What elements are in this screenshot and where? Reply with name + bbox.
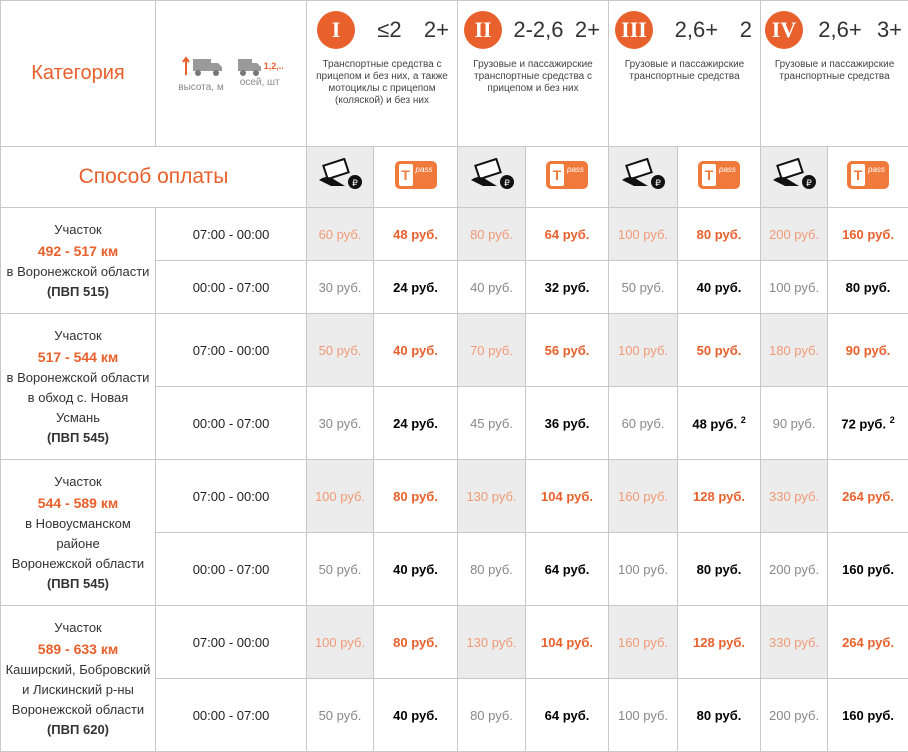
price-cash: 50 руб. bbox=[307, 533, 374, 606]
section-label: Участок bbox=[1, 472, 155, 492]
svg-text:₽: ₽ bbox=[504, 179, 510, 189]
price-cash: 45 руб. bbox=[458, 387, 526, 460]
price-pass: 40 руб. bbox=[374, 533, 458, 606]
section-location: Каширский, Бобровский bbox=[1, 660, 155, 680]
section-km: 492 - 517 км bbox=[1, 240, 155, 262]
section-location: Воронежской области bbox=[1, 700, 155, 720]
category-1-height: ≤2 bbox=[377, 17, 401, 43]
price-cash: 200 руб. bbox=[761, 208, 828, 261]
section-label: Участок bbox=[1, 326, 155, 346]
category-4-axles: 3+ bbox=[877, 17, 902, 43]
cash-icon bbox=[769, 158, 819, 192]
section-location: и Лискинский р-ны bbox=[1, 680, 155, 700]
category-2-height: 2-2,6 bbox=[513, 17, 563, 43]
truck-axles-icon bbox=[236, 55, 262, 77]
price-cash: 100 руб. bbox=[609, 679, 678, 752]
section-pvp: (ПВП 545) bbox=[1, 428, 155, 448]
price-cash: 90 руб. bbox=[761, 387, 828, 460]
cash-payment-cell-2 bbox=[458, 147, 526, 208]
category-label: Категория bbox=[31, 62, 125, 84]
pass-payment-cell-4 bbox=[828, 147, 908, 208]
category-2-badge: II bbox=[464, 11, 502, 49]
category-1-badge: I bbox=[317, 11, 355, 49]
price-pass: 80 руб. bbox=[374, 460, 458, 533]
footnote-mark: 2 bbox=[741, 415, 746, 425]
price-cash: 70 руб. bbox=[458, 314, 526, 387]
section-location: Усмань bbox=[1, 408, 155, 428]
cash-payment-cell-1 bbox=[307, 147, 374, 208]
price-pass: 128 руб. bbox=[678, 460, 761, 533]
price-pass: 40 руб. bbox=[678, 261, 761, 314]
price-cash: 330 руб. bbox=[761, 460, 828, 533]
category-4-height: 2,6+ bbox=[818, 17, 861, 43]
price-pass-footnoted: 48 руб. $^2$ bbox=[678, 387, 761, 460]
price-pass: 80 руб. bbox=[678, 679, 761, 752]
t-pass-logo: T pass bbox=[395, 161, 437, 189]
price-pass: 64 руб. bbox=[526, 533, 609, 606]
pass-payment-cell-3 bbox=[678, 147, 761, 208]
svg-text:₽: ₽ bbox=[655, 179, 661, 189]
price-pass: 160 руб. bbox=[828, 679, 908, 752]
t-pass-logo: T pass bbox=[546, 161, 588, 189]
price-cash: 50 руб. bbox=[609, 261, 678, 314]
time-range: 07:00 - 00:00 bbox=[156, 208, 307, 261]
category-4-header bbox=[761, 1, 908, 147]
price-pass: 32 руб. bbox=[526, 261, 609, 314]
svg-text:₽: ₽ bbox=[806, 179, 812, 189]
price-cash: 130 руб. bbox=[458, 460, 526, 533]
price-cash: 60 руб. bbox=[307, 208, 374, 261]
category-3-header bbox=[609, 1, 761, 147]
payment-label: Способ оплаты bbox=[79, 165, 229, 188]
price-pass: 160 руб. bbox=[828, 533, 908, 606]
price-pass: 24 руб. bbox=[374, 387, 458, 460]
price-cash: 160 руб. bbox=[609, 460, 678, 533]
category-3-axles: 2 bbox=[740, 17, 752, 43]
price-cash: 50 руб. bbox=[307, 679, 374, 752]
price-pass: 24 руб. bbox=[374, 261, 458, 314]
price-cash: 30 руб. bbox=[307, 387, 374, 460]
category-2-description: Грузовые и пассажирские транспортные средства с прицепом и без них bbox=[458, 59, 608, 95]
footnote-mark: 2 bbox=[890, 415, 895, 425]
vehicle-params-cell bbox=[156, 1, 307, 147]
section-pvp: (ПВП 515) bbox=[1, 282, 155, 302]
price-pass: 80 руб. bbox=[678, 208, 761, 261]
price-pass: 80 руб. bbox=[678, 533, 761, 606]
category-4-badge: IV bbox=[765, 11, 803, 49]
price-pass: 128 руб. bbox=[678, 606, 761, 679]
section-3-cell bbox=[1, 460, 156, 606]
section-location: в Воронежской области bbox=[1, 262, 155, 282]
svg-text:₽: ₽ bbox=[352, 179, 358, 189]
category-3-description: Грузовые и пассажирские транспортные средства bbox=[609, 59, 760, 83]
price-cash: 40 руб. bbox=[458, 261, 526, 314]
category-header-row bbox=[1, 1, 908, 147]
cash-icon bbox=[467, 158, 517, 192]
category-1-axles: 2+ bbox=[424, 17, 449, 43]
price-pass: 104 руб. bbox=[526, 606, 609, 679]
price-pass: 56 руб. bbox=[526, 314, 609, 387]
table-row bbox=[1, 208, 908, 261]
section-2-cell bbox=[1, 314, 156, 460]
price-cash: 100 руб. bbox=[761, 261, 828, 314]
table-row bbox=[1, 314, 908, 387]
price-cash: 160 руб. bbox=[609, 606, 678, 679]
price-pass-footnoted: 72 руб. $^2$ bbox=[828, 387, 908, 460]
time-range: 07:00 - 00:00 bbox=[156, 314, 307, 387]
section-4-cell bbox=[1, 606, 156, 752]
price-pass: 64 руб. bbox=[526, 208, 609, 261]
price-cash: 80 руб. bbox=[458, 679, 526, 752]
t-pass-logo: T pass bbox=[698, 161, 740, 189]
pass-payment-cell-1 bbox=[374, 147, 458, 208]
price-pass: 90 руб. bbox=[828, 314, 908, 387]
price-pass: 80 руб. bbox=[374, 606, 458, 679]
section-pvp: (ПВП 620) bbox=[1, 720, 155, 740]
category-4-description: Грузовые и пассажирские транспортные средства bbox=[761, 59, 908, 83]
truck-height-icon bbox=[179, 55, 223, 77]
price-cash: 180 руб. bbox=[761, 314, 828, 387]
price-cash: 50 руб. bbox=[307, 314, 374, 387]
table-row bbox=[1, 606, 908, 679]
section-km: 517 - 544 км bbox=[1, 346, 155, 368]
section-location: в Новоусманском bbox=[1, 514, 155, 534]
price-pass: 264 руб. bbox=[828, 606, 908, 679]
price-pass: 36 руб. bbox=[526, 387, 609, 460]
price-pass: 40 руб. bbox=[374, 314, 458, 387]
price-cash: 200 руб. bbox=[761, 533, 828, 606]
category-2-header bbox=[458, 1, 609, 147]
category-2-axles: 2+ bbox=[575, 17, 600, 43]
time-range: 07:00 - 00:00 bbox=[156, 460, 307, 533]
price-cash: 80 руб. bbox=[458, 533, 526, 606]
t-pass-logo: T pass bbox=[847, 161, 889, 189]
price-cash: 330 руб. bbox=[761, 606, 828, 679]
cash-payment-cell-4 bbox=[761, 147, 828, 208]
cash-icon bbox=[315, 158, 365, 192]
price-pass: 160 руб. bbox=[828, 208, 908, 261]
price-pass: 64 руб. bbox=[526, 679, 609, 752]
cash-payment-cell-3 bbox=[609, 147, 678, 208]
price-cash: 100 руб. bbox=[609, 533, 678, 606]
section-location: в Воронежской области bbox=[1, 368, 155, 388]
pass-payment-cell-2 bbox=[526, 147, 609, 208]
price-cash: 100 руб. bbox=[609, 208, 678, 261]
price-cash: 130 руб. bbox=[458, 606, 526, 679]
price-pass: 40 руб. bbox=[374, 679, 458, 752]
price-cash: 30 руб. bbox=[307, 261, 374, 314]
section-km: 544 - 589 км bbox=[1, 492, 155, 514]
time-range: 00:00 - 07:00 bbox=[156, 261, 307, 314]
height-label: высота, м bbox=[178, 82, 223, 93]
category-3-badge: III bbox=[615, 11, 653, 49]
section-location: районе bbox=[1, 534, 155, 554]
price-cash: 80 руб. bbox=[458, 208, 526, 261]
section-location: в обход с. Новая bbox=[1, 388, 155, 408]
price-cash: 100 руб. bbox=[307, 460, 374, 533]
time-range: 00:00 - 07:00 bbox=[156, 533, 307, 606]
time-range: 00:00 - 07:00 bbox=[156, 679, 307, 752]
axles-icon-text: 1,2,.. bbox=[264, 61, 284, 71]
category-1-description: Транспортные средства с прицепом и без них, а также мотоциклы с прицепом (коляской) и без них bbox=[307, 59, 457, 107]
time-range: 00:00 - 07:00 bbox=[156, 387, 307, 460]
section-km: 589 - 633 км bbox=[1, 638, 155, 660]
payment-label-cell bbox=[1, 147, 307, 208]
category-label-cell bbox=[1, 1, 156, 147]
price-pass: 48 руб. bbox=[374, 208, 458, 261]
section-location: Воронежской области bbox=[1, 554, 155, 574]
price-pass: 80 руб. bbox=[828, 261, 908, 314]
time-range: 07:00 - 00:00 bbox=[156, 606, 307, 679]
section-1-cell bbox=[1, 208, 156, 314]
section-label: Участок bbox=[1, 618, 155, 638]
price-cash: 100 руб. bbox=[609, 314, 678, 387]
category-1-header bbox=[307, 1, 458, 147]
price-pass: 50 руб. bbox=[678, 314, 761, 387]
section-pvp: (ПВП 545) bbox=[1, 574, 155, 594]
price-pass: 104 руб. bbox=[526, 460, 609, 533]
price-pass: 264 руб. bbox=[828, 460, 908, 533]
axles-label: осей, шт bbox=[236, 77, 284, 88]
price-cash: 60 руб. bbox=[609, 387, 678, 460]
category-3-height: 2,6+ bbox=[675, 17, 718, 43]
section-label: Участок bbox=[1, 220, 155, 240]
price-cash: 100 руб. bbox=[307, 606, 374, 679]
price-cash: 200 руб. bbox=[761, 679, 828, 752]
cash-icon bbox=[618, 158, 668, 192]
table-row bbox=[1, 460, 908, 533]
payment-header-row bbox=[1, 147, 908, 208]
